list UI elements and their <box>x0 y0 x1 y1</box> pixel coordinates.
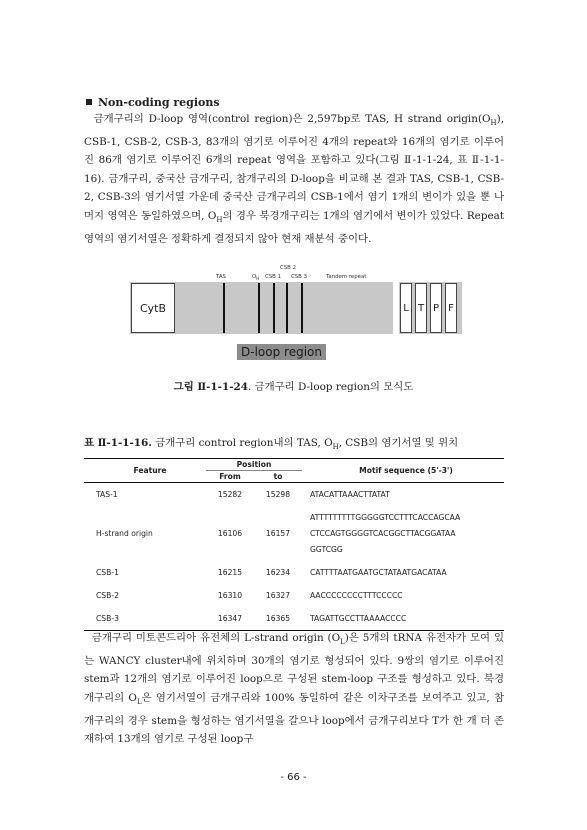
cell-feature: TAS-1 <box>96 490 118 499</box>
header-from: From <box>206 471 254 483</box>
cell-to: 16327 <box>265 591 291 600</box>
paragraph-dloop: 금개구리의 D-loop 영역(control region)은 2,597bp로 TAS, H strand $origin(O_H)$, CSB-1, CSB-2, CSB-3, 83개의 염기로 이루어진 4개의 repeat와 16개의 염기로 이루어진 86개 염기로 이루어진 6개의 repeat 영역을 포함하고 있다(그림 Ⅱ-1-1-24, 표 Ⅱ-1-1-16). 금개구리, 중국산 금개구리, 참개구리의 D-loop을 비교해 본 결과 TAS, CSB-1, CSB-2, CSB-3의 염기서열 가운데 중국산 금개구리의 CSB-1에서 염기 1개의 변이가 있을 뿐 나머지 영역은 동일하였으며, $O_H$의 경우 북경개구리는 1개의 염기에서 변이가 있었다. Repeat 영역의 염기서열은 정확하게 결정되지 않아 현재 재분석 중이다. <box>84 113 504 245</box>
trna-t-box: T <box>415 283 427 333</box>
table-row <box>84 607 504 631</box>
oh-label: $O_H$ <box>252 274 260 282</box>
cell-feature: CSB-3 <box>84 607 206 631</box>
header-motif: Motif sequence (5'-3') <box>302 459 504 483</box>
cell-from: 15282 <box>217 490 243 499</box>
motif-line: AACCCCCCCCTTTCCCCC <box>310 590 403 600</box>
cell-motif <box>302 584 504 607</box>
oh-marker <box>258 283 260 333</box>
csb2-label: CSB 2 <box>280 265 297 271</box>
cell-motif <box>302 506 504 561</box>
cell-motif <box>302 607 504 631</box>
motif-line: GGTCGG <box>310 544 343 554</box>
header-feature: Feature <box>84 459 206 483</box>
band-gap <box>393 282 399 334</box>
figure-caption: 그림 Ⅱ-1-1-24. 금개구리 D-loop region의 모식도 <box>173 381 414 393</box>
trna-l-box: L <box>400 283 412 333</box>
trna-f-box: F <box>445 283 457 333</box>
cell-feature: H-strand origin <box>96 529 153 538</box>
dloop-diagram <box>130 262 462 366</box>
motif-line: TAGATTGCCTTAAAACCCC <box>310 613 407 623</box>
table-row <box>84 506 504 561</box>
motif-line: CATTTTAATGAATGCTATAATGACATAA <box>310 567 447 577</box>
cell-from: 16106 <box>217 529 243 538</box>
csb1-marker <box>273 283 275 333</box>
trna-p-box: P <box>430 283 442 333</box>
cell-motif <box>302 561 504 584</box>
table-row <box>84 483 504 507</box>
paragraph-lstrand-origin: 금개구리 미토콘드리아 유전체의 L-strand origin $(O_L)$은 5개의 tRNA 유전자가 모여 있는 WANCY cluster내에 위치하며 30개의 염기로 형성되어 있다. 9쌍의 염기로 이루어진 stem과 12개의 염기로 이루어진 loop으로 구성된 stem-loop 구조를 형성하고 있다. 북경개구리의 $O_L$은 염기서열이 금개구리와 100% 동일하여 같은 이차구조를 보여주고 있고, 참개구리의 경우 stem을 형성하는 염기서열을 갈으나 loop에서 금개구리보다 T가 한 개 더 존재하여 13개의 염기로 구성된 loop구 <box>84 632 504 746</box>
csb3-label: CSB 3 <box>291 274 308 280</box>
cell-feature: CSB-2 <box>96 591 119 600</box>
section-title: Non-coding regions <box>86 96 220 109</box>
motif-line: ATTTTTTTTTGGGGGTCCTTTCACCAGCAA <box>310 512 461 522</box>
cell-motif <box>302 483 504 507</box>
cell-feature: CSB-1 <box>96 568 119 577</box>
page-number: - 66 - <box>280 772 307 783</box>
tandem-repeat-label: Tandem repeat <box>326 274 367 280</box>
square-bullet-icon <box>86 99 92 105</box>
cell-from: 16310 <box>217 591 243 600</box>
cell-to: 15298 <box>265 490 291 499</box>
table-row <box>84 584 504 607</box>
header-position: Position <box>206 459 302 471</box>
motif-line: CTCCAGTGGGGTCACGGCTTACGGATAA <box>310 528 456 538</box>
cell-to: 16365 <box>254 607 302 631</box>
motif-line: ATACATTAAACTTATAT <box>310 489 390 499</box>
cell-from: 16347 <box>206 607 254 631</box>
header-to: to <box>254 471 302 483</box>
dloop-region-label: D-loop region <box>237 344 326 360</box>
motif-table-body <box>84 483 504 631</box>
motif-table <box>84 458 504 631</box>
table-caption: 표 Ⅱ-1-1-16. 금개구리 control region내의 TAS, $O_H$, CSB의 염기서열 및 위치 <box>84 437 459 452</box>
cell-to: 16234 <box>265 568 291 577</box>
csb3-marker <box>301 283 303 333</box>
tas-label: TAS <box>216 274 226 280</box>
cell-to: 16157 <box>265 529 291 538</box>
csb1-label: CSB 1 <box>265 274 282 280</box>
control-region-band <box>130 282 462 334</box>
cytb-gene-box: CytB <box>131 283 175 333</box>
tas-marker <box>223 283 225 333</box>
csb2-marker <box>286 283 288 333</box>
table-row <box>84 561 504 584</box>
cell-from: 16215 <box>217 568 243 577</box>
